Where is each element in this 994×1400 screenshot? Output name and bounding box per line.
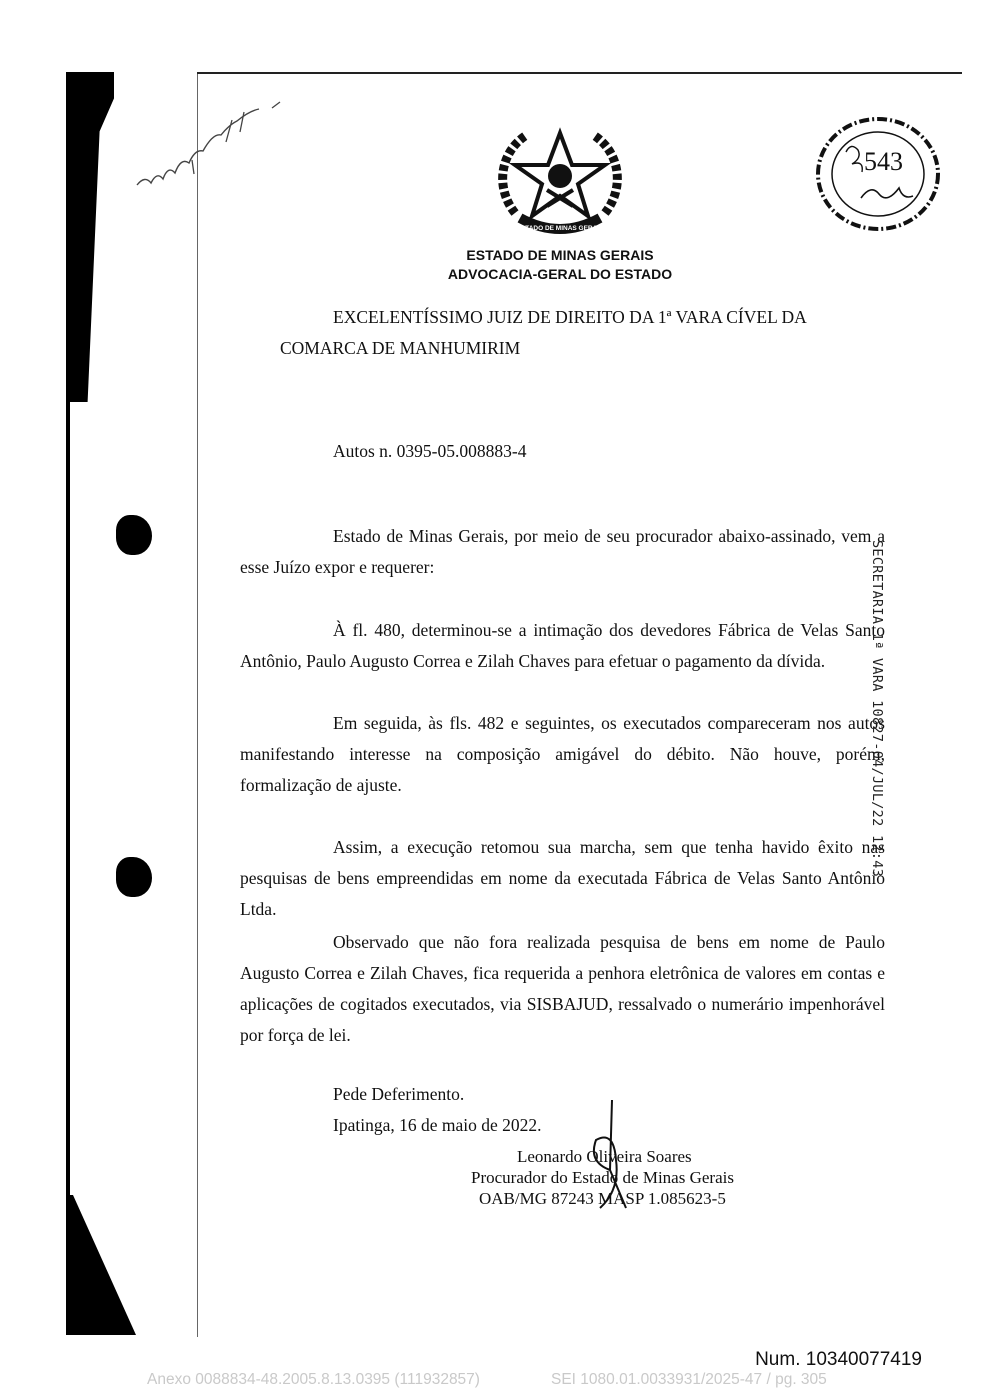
- svg-text:543: 543: [864, 147, 903, 176]
- case-number: Autos n. 0395-05.008883-4: [333, 441, 527, 461]
- footer-annex: Anexo 0088834-48.2005.8.13.0395 (111932857): [147, 1371, 480, 1388]
- margin-line: [197, 72, 198, 1337]
- signatory-ids: OAB/MG 87243 MASP 1.085623-5: [479, 1189, 726, 1208]
- coat-of-arms-icon: [495, 118, 625, 243]
- scan-edge-shadow: [66, 380, 70, 1200]
- paragraph-request: Observado que não fora realizada pesquisa de bens em nome de Paulo Augusto Correa e Zilah Chaves, fica requerida a penhora eletrônica de valores em contas e aplicações de cogitados executados, via SISBAJUD, ressalvado o numerário impenhorável por força de lei.: [240, 932, 885, 1045]
- scan-edge-shadow-top: [66, 72, 114, 402]
- org-department: ADVOCACIA-GERAL DO ESTADO: [447, 266, 673, 282]
- top-rule: [197, 72, 962, 74]
- document-number: Num. 10340077419: [755, 1349, 922, 1370]
- footer-sei: SEI 1080.01.0033931/2025-47 / pg. 305: [551, 1371, 827, 1388]
- addressee-line1: EXCELENTÍSSIMO JUIZ DE DIREITO DA 1ª VARA CÍVEL DA: [333, 307, 807, 327]
- org-name: ESTADO DE MINAS GERAIS: [466, 247, 654, 263]
- scan-edge-shadow-bottom: [66, 1195, 136, 1335]
- side-protocol-stamp: SECRETARIA 1ª VARA 10827-04/JUL/22 12:43: [869, 540, 885, 878]
- addressee-line2: COMARCA DE MANHUMIRIM: [280, 338, 521, 358]
- signatory-name: Leonardo Oliveira Soares: [517, 1147, 692, 1166]
- paragraph-appearance: Em seguida, às fls. 482 e seguintes, os executados compareceram nos autos manifestando interesse na composição amigável do débito. Não houve, porém, formalização de ajuste.: [240, 713, 885, 795]
- closing-request: Pede Deferimento.: [333, 1084, 465, 1104]
- punch-hole-bottom: [116, 857, 152, 897]
- paragraph-intro: Estado de Minas Gerais, por meio de seu procurador abaixo-assinado, vem a esse Juízo expor e requerer:: [240, 526, 885, 577]
- paragraph-summons: À fl. 480, determinou-se a intimação dos devedores Fábrica de Velas Santo Antônio, Paulo Augusto Correa e Zilah Chaves para efetuar o pagamento da dívida.: [240, 620, 885, 671]
- signatory-role: Procurador do Estado de Minas Gerais: [471, 1168, 734, 1187]
- punch-hole-top: [116, 515, 152, 555]
- place-date: Ipatinga, 16 de maio de 2022.: [333, 1115, 542, 1135]
- paragraph-execution: Assim, a execução retomou sua marcha, sem que tenha havido êxito nas pesquisas de bens empreendidas em nome da executada Fábrica de Velas Santo Antônio Ltda.: [240, 837, 885, 919]
- svg-text:ESTADO DE MINAS GERAIS: ESTADO DE MINAS GERAIS: [516, 225, 604, 232]
- handwritten-note-mark: [132, 90, 312, 200]
- protocol-stamp-icon: [806, 110, 946, 235]
